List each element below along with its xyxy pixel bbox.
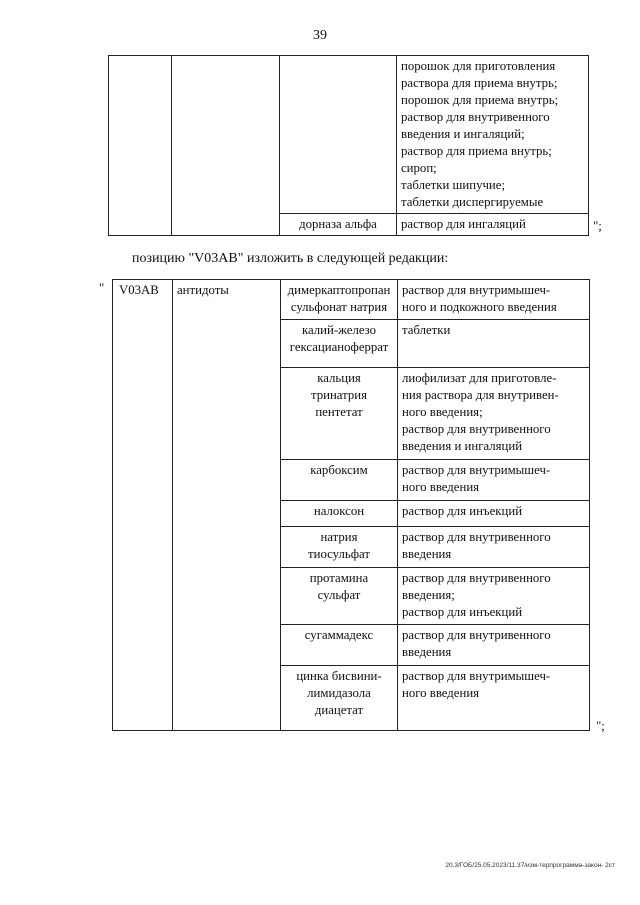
- drug-name-cell-line: калий-железо: [301, 323, 377, 337]
- drug-name-cell-line: тиосульфат: [308, 547, 370, 561]
- drug-name-cell: [281, 501, 398, 527]
- drug-name-cell-line: пентетат: [315, 405, 363, 419]
- drug-name-cell-line: карбоксим: [310, 463, 368, 477]
- dosage-form-cell-line: порошок для приема внутрь;: [401, 93, 559, 107]
- dosage-form-cell-line: ного и подкожного введения: [402, 300, 557, 314]
- table-row: [113, 280, 590, 320]
- drug-name-cell-line: тринатрия: [310, 388, 368, 402]
- drug-name-cell-line: сугаммадекс: [304, 628, 374, 642]
- drug-name-cell-line: цинка бисвини-: [296, 669, 382, 683]
- v03ab-table: [112, 279, 590, 731]
- atc-code-cell: V03AB: [113, 280, 173, 731]
- drug-name-cell: [281, 368, 398, 460]
- drug-name-cell-line: лимидазола: [307, 686, 371, 700]
- dosage-form-cell-line: раствор для инъекций: [402, 605, 523, 619]
- drug-name-cell-line: сульфат: [317, 588, 361, 602]
- dosage-form-cell-line: введения: [402, 547, 452, 561]
- intro-text: позицию "V03AB" изложить в следующей редакции:: [132, 251, 449, 266]
- drug-name-cell: [281, 280, 398, 320]
- dosage-form-cell-line: сироп;: [401, 161, 437, 175]
- dosage-form-cell-line: раствор для внутривенного: [402, 628, 551, 642]
- dosage-form-cell-line: раствор для внутримышеч-: [402, 463, 551, 477]
- dosage-form-cell-line: раствор для внутримышеч-: [402, 283, 551, 297]
- dosage-form-cell: [397, 56, 589, 214]
- dosage-form-cell-line: раствор для внутривенного: [402, 571, 551, 585]
- dosage-form-cell-line: введения: [402, 645, 452, 659]
- dosage-form-cell: [398, 666, 590, 731]
- dosage-form-cell-line: раствор для ингаляций: [401, 217, 526, 231]
- dosage-form-cell: [398, 501, 590, 527]
- dosage-form-cell: [398, 625, 590, 666]
- continuation-table: [108, 55, 589, 236]
- drug-name-cell-line: диацетат: [314, 703, 364, 717]
- dosage-form-cell-line: раствор для внутривенного: [402, 422, 551, 436]
- drug-name-cell-line: гексацианоферрат: [289, 340, 389, 354]
- drug-name-cell-line: сульфонат натрия: [290, 300, 388, 314]
- dosage-form-cell-line: раствор для внутримышеч-: [402, 669, 551, 683]
- dosage-form-cell-line: таблетки диспергируемые: [401, 195, 544, 209]
- document-footer-code: 20.3/ГОБ/25.05.2023/11.37/изм-терпрограмма-закон- 2ст: [445, 862, 615, 869]
- dosage-form-cell-line: ного введения: [402, 480, 480, 494]
- drug-name-cell-line: налоксон: [313, 504, 365, 518]
- dosage-form-cell: [398, 527, 590, 568]
- dosage-form-cell-line: ния раствора для внутривен-: [402, 388, 559, 402]
- closing-quote-top: ";: [593, 218, 602, 233]
- dosage-form-cell: [398, 368, 590, 460]
- dosage-form-cell-line: таблетки: [402, 323, 451, 337]
- drug-name-cell-line: протамина: [309, 571, 369, 585]
- dosage-form-cell-line: раствор для внутривенного: [401, 110, 550, 124]
- dosage-form-cell: [398, 568, 590, 625]
- page-number: 39: [313, 28, 327, 43]
- dosage-form-cell-line: введения и ингаляций: [402, 439, 523, 453]
- dosage-form-cell-line: таблетки шипучие;: [401, 178, 506, 192]
- drug-name-cell: [281, 625, 398, 666]
- drug-name-cell-line: димеркаптопропан: [287, 283, 391, 297]
- dosage-form-cell-line: введения и ингаляций;: [401, 127, 525, 141]
- dosage-form-cell-line: раствор для внутривенного: [402, 530, 551, 544]
- dosage-form-cell-line: раствор для приема внутрь;: [401, 144, 552, 158]
- dosage-form-cell-line: ного введения;: [402, 405, 483, 419]
- table-row: [109, 56, 589, 214]
- closing-quote-main: ";: [596, 718, 605, 733]
- dosage-form-cell: [398, 280, 590, 320]
- drug-name-cell: [281, 320, 398, 368]
- dosage-form-cell-line: ного введения: [402, 686, 480, 700]
- drug-name-cell: дорназа альфа: [280, 214, 397, 236]
- opening-quote: ": [99, 280, 105, 295]
- dosage-form-cell-line: лиофилизат для приготовле-: [402, 371, 557, 385]
- atc-group-cell: антидоты: [173, 280, 281, 731]
- dosage-form-cell-line: введения;: [402, 588, 455, 602]
- drug-name-cell-line: натрия: [320, 530, 358, 544]
- code-cell: [109, 56, 172, 236]
- dosage-form-cell-line: раствор для инъекций: [402, 504, 523, 518]
- drug-name-cell: [281, 527, 398, 568]
- dosage-form-cell-line: порошок для приготовления: [401, 59, 556, 73]
- drug-name-cell: [281, 568, 398, 625]
- dosage-form-cell-line: раствора для приема внутрь;: [401, 76, 558, 90]
- group-cell: [172, 56, 280, 236]
- drug-name-cell: [281, 460, 398, 501]
- dosage-form-cell: [397, 214, 589, 236]
- dosage-form-cell: [398, 460, 590, 501]
- drug-name-cell-line: кальция: [317, 371, 361, 385]
- drug-name-cell: [281, 666, 398, 731]
- dosage-form-cell: [398, 320, 590, 368]
- drug-name-cell: [280, 56, 397, 214]
